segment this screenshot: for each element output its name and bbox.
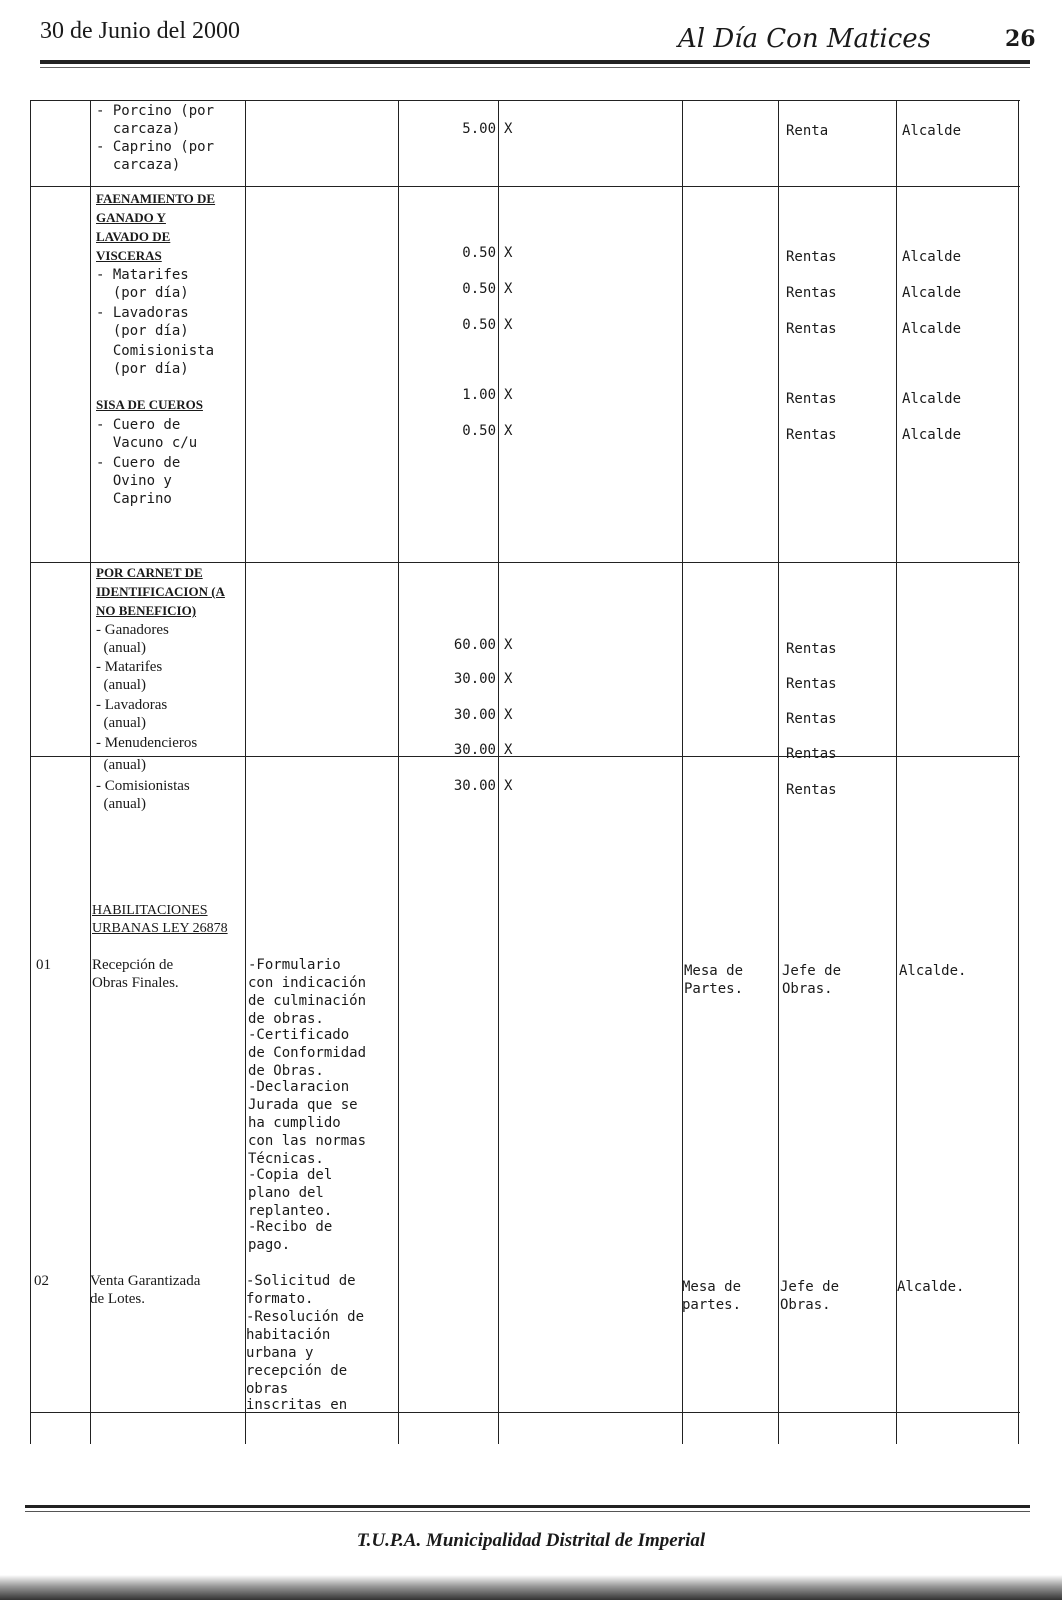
- footer-rule: [25, 1505, 1030, 1508]
- approver: Alcalde: [902, 123, 962, 139]
- col-border: [1018, 100, 1019, 1444]
- row-border: [30, 186, 1020, 187]
- amount: 0.50: [462, 423, 496, 439]
- requirement: con las normas: [248, 1133, 367, 1149]
- col-border: [30, 100, 31, 1444]
- procedure-name: Recepción de: [92, 957, 174, 973]
- section-heading: VISCERAS: [96, 248, 162, 263]
- procedure-name: Venta Garantizada: [90, 1273, 201, 1289]
- amount: 30.00: [453, 671, 496, 687]
- amount: 0.50: [462, 281, 496, 297]
- requirement: -Certificado: [248, 1027, 350, 1043]
- office: Mesa de: [682, 1279, 742, 1295]
- amount: 30.00: [453, 707, 496, 723]
- item-text: Comisionista: [96, 343, 215, 359]
- section-heading: FAENAMIENTO DE: [96, 191, 216, 206]
- mark: X: [504, 707, 513, 723]
- section-heading: NO BENEFICIO): [96, 603, 197, 618]
- publication-title: Al Día Con Matices: [678, 24, 932, 54]
- office: Rentas: [786, 391, 837, 407]
- item-text: - Cuero de: [96, 417, 181, 433]
- item-text: Ovino y: [96, 473, 172, 489]
- office: Rentas: [786, 285, 837, 301]
- mark: X: [504, 281, 513, 297]
- item-text: - Ganadores: [96, 622, 169, 638]
- approver: Alcalde.: [899, 963, 967, 979]
- requirement: -Resolución de: [246, 1309, 365, 1325]
- mark: X: [504, 245, 513, 261]
- requirement: ha cumplido: [248, 1115, 341, 1131]
- procedure-name: Obras Finales.: [92, 975, 179, 991]
- requirement: Jurada que se: [248, 1097, 358, 1113]
- item-text: - Menudencieros: [96, 735, 198, 751]
- header-rule-thin: [40, 67, 1030, 68]
- header-rule: [40, 60, 1030, 64]
- mark: X: [504, 121, 513, 137]
- requirement: -Recibo de: [248, 1219, 333, 1235]
- requirement: de obras.: [248, 1011, 324, 1027]
- item-text: (por día): [96, 361, 189, 377]
- requirement: -Formulario: [248, 957, 341, 973]
- mark: X: [504, 671, 513, 687]
- office: partes.: [682, 1297, 742, 1313]
- item-text: - Lavadoras: [96, 697, 168, 713]
- amount: 0.50: [462, 317, 496, 333]
- col-border: [778, 100, 779, 1444]
- requirement: replanteo.: [248, 1203, 333, 1219]
- item-text: - Cuero de: [96, 455, 181, 471]
- item-text: - Matarifes: [96, 659, 163, 675]
- requirement: de culminación: [248, 993, 367, 1009]
- amount: 5.00: [462, 121, 496, 137]
- col-border: [398, 100, 399, 1444]
- office: Renta: [786, 123, 829, 139]
- requirement: Técnicas.: [248, 1151, 324, 1167]
- col-border: [245, 100, 246, 1444]
- requirement: obras: [246, 1381, 289, 1397]
- requirement: -Solicitud de: [246, 1273, 356, 1289]
- approver: Alcalde: [902, 321, 962, 337]
- row-border: [30, 1412, 1020, 1413]
- procedure-name: de Lotes.: [90, 1291, 145, 1307]
- office: Rentas: [786, 641, 837, 657]
- col-border: [682, 100, 683, 1444]
- requirement: urbana y: [246, 1345, 314, 1361]
- section-heading: HABILITACIONES: [92, 903, 208, 918]
- requirement: con indicación: [248, 975, 367, 991]
- item-text: (anual): [96, 796, 146, 812]
- col-border: [498, 100, 499, 1444]
- item-text: carcaza): [96, 157, 181, 173]
- requirement: formato.: [246, 1291, 314, 1307]
- amount: 1.00: [462, 387, 496, 403]
- section-heading: SISA DE CUEROS: [96, 397, 203, 412]
- section-heading: GANADO Y: [96, 210, 166, 225]
- section-heading: POR CARNET DE: [96, 565, 203, 580]
- item-text: (anual): [96, 715, 146, 731]
- department: Jefe de: [782, 963, 842, 979]
- office: Mesa de: [684, 963, 744, 979]
- amount: 60.00: [453, 637, 496, 653]
- requirement: de Obras.: [248, 1063, 324, 1079]
- approver: Alcalde: [902, 427, 962, 443]
- department: Obras.: [782, 981, 833, 997]
- item-text: (por día): [96, 323, 189, 339]
- item-text: - Lavadoras: [96, 305, 189, 321]
- row-border: [30, 100, 1020, 101]
- procedure-code: 02: [34, 1273, 49, 1289]
- col-border: [90, 100, 91, 1444]
- amount: 0.50: [462, 245, 496, 261]
- item-text: Caprino: [96, 491, 172, 507]
- approver: Alcalde: [902, 391, 962, 407]
- approver: Alcalde: [902, 285, 962, 301]
- mark: X: [504, 637, 513, 653]
- department: Obras.: [780, 1297, 831, 1313]
- requirement: habitación: [246, 1327, 331, 1343]
- item-text: (anual): [96, 677, 146, 693]
- office: Rentas: [786, 782, 837, 798]
- requirement: -Declaracion: [248, 1079, 350, 1095]
- page-number: 26: [1005, 26, 1036, 52]
- mark: X: [504, 778, 513, 794]
- office: Rentas: [786, 676, 837, 692]
- col-border: [896, 100, 897, 1444]
- approver: Alcalde: [902, 249, 962, 265]
- requirement: pago.: [248, 1237, 291, 1253]
- item-text: - Matarifes: [96, 267, 189, 283]
- row-border: [30, 562, 1020, 563]
- mark: X: [504, 423, 513, 439]
- amount: 30.00: [453, 778, 496, 794]
- department: Jefe de: [780, 1279, 840, 1295]
- row-border: [30, 756, 1020, 757]
- scan-smudge: [0, 1575, 1062, 1600]
- tupa-table: [30, 100, 1020, 1444]
- footer-caption: T.U.P.A. Municipalidad Distrital de Imperial: [356, 1530, 706, 1551]
- footer-rule-thin: [25, 1511, 1030, 1512]
- office: Rentas: [786, 249, 837, 265]
- item-text: (anual): [96, 640, 146, 656]
- mark: X: [504, 317, 513, 333]
- requirement: inscritas en: [246, 1397, 348, 1413]
- requirement: plano del: [248, 1185, 324, 1201]
- item-text: (por día): [96, 285, 189, 301]
- section-heading: URBANAS LEY 26878: [92, 921, 228, 936]
- page-date: 30 de Junio del 2000: [40, 18, 240, 44]
- mark: X: [504, 387, 513, 403]
- amount: 30.00: [453, 742, 496, 758]
- procedure-code: 01: [36, 957, 51, 973]
- requirement: recepción de: [246, 1363, 348, 1379]
- section-heading: LAVADO DE: [96, 229, 171, 244]
- item-text: - Porcino (por: [96, 103, 215, 119]
- item-text: - Comisionistas: [96, 778, 190, 794]
- section-heading: IDENTIFICACION (A: [96, 584, 225, 599]
- requirement: -Copia del: [248, 1167, 333, 1183]
- office: Rentas: [786, 427, 837, 443]
- item-text: carcaza): [96, 121, 181, 137]
- office: Rentas: [786, 711, 837, 727]
- office: Partes.: [684, 981, 744, 997]
- office: Rentas: [786, 746, 837, 762]
- item-text: (anual): [96, 757, 146, 773]
- item-text: Vacuno c/u: [96, 435, 198, 451]
- office: Rentas: [786, 321, 837, 337]
- requirement: de Conformidad: [248, 1045, 367, 1061]
- item-text: - Caprino (por: [96, 139, 215, 155]
- mark: X: [504, 742, 513, 758]
- approver: Alcalde.: [897, 1279, 965, 1295]
